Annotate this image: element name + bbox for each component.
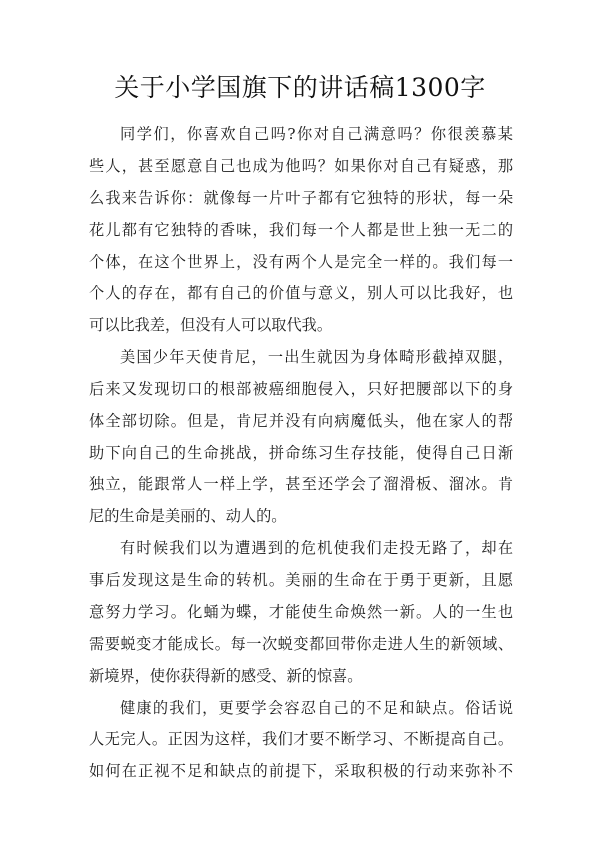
paragraph-1-line-3: 么我来告诉你：就像每一片叶子都有它独特的形状，每一朵	[89, 189, 513, 207]
paragraph-3-line-1: 有时候我们以为遭遇到的危机使我们走投无路了，却在	[120, 539, 513, 557]
paragraph-2-line-5: 独立，能跟常人一样上学，甚至还学会了溜滑板、溜冰。肯	[89, 475, 513, 493]
paragraph-3-line-5: 新境界，使你获得新的感受、新的惊喜。	[89, 667, 363, 685]
paragraph-3-line-3: 意努力学习。化蛹为蝶，才能使生命焕然一新。人的一生也	[89, 603, 513, 621]
paragraph-4-line-1: 健康的我们，更要学会容忍自己的不足和缺点。俗话说	[120, 699, 513, 717]
paragraph-2-line-2: 后来又发现切口的根部被癌细胞侵入，只好把腰部以下的身	[89, 380, 513, 398]
paragraph-4-line-3: 如何在正视不足和缺点的前提下，采取积极的行动来弥补不	[89, 762, 513, 780]
paragraph-2-line-6: 尼的生命是美丽的、动人的。	[89, 507, 287, 525]
paragraph-2-line-3: 体全部切除。但是，肯尼并没有向病魔低头，他在家人的帮	[89, 412, 513, 430]
paragraph-2-line-1: 美国少年天使肯尼，一出生就因为身体畸形截掉双腿，	[120, 348, 513, 366]
paragraph-2-line-4: 助下向自己的生命挑战，拼命练习生存技能，使得自己日渐	[89, 444, 513, 462]
paragraph-1-line-4: 花儿都有它独特的香味，我们每一个人都是世上独一无二的	[89, 221, 513, 239]
paragraph-3-line-2: 事后发现这是生命的转机。美丽的生命在于勇于更新，且愿	[89, 571, 513, 589]
paragraph-1-line-5: 个体，在这个世界上，没有两个人是完全一样的。我们每一	[89, 253, 513, 271]
paragraph-3-line-4: 需要蜕变才能成长。每一次蜕变都回带你走进人生的新领域、	[89, 635, 513, 653]
paragraph-1-line-6: 个人的存在，都有自己的价值与意义，别人可以比我好，也	[89, 284, 513, 302]
paragraph-1-line-1: 同学们，你喜欢自己吗?你对自己满意吗？你很羡慕某	[120, 125, 513, 143]
paragraph-1-line-7: 可以比我差，但没有人可以取代我。	[89, 316, 332, 334]
document-title: 关于小学国旗下的讲话稿1300字	[114, 73, 486, 102]
paragraph-1-line-2: 些人，甚至愿意自己也成为他吗？如果你对自己有疑惑，那	[89, 157, 513, 175]
paragraph-4-line-2: 人无完人。正因为这样，我们才要不断学习、不断提高自己。	[89, 730, 513, 748]
